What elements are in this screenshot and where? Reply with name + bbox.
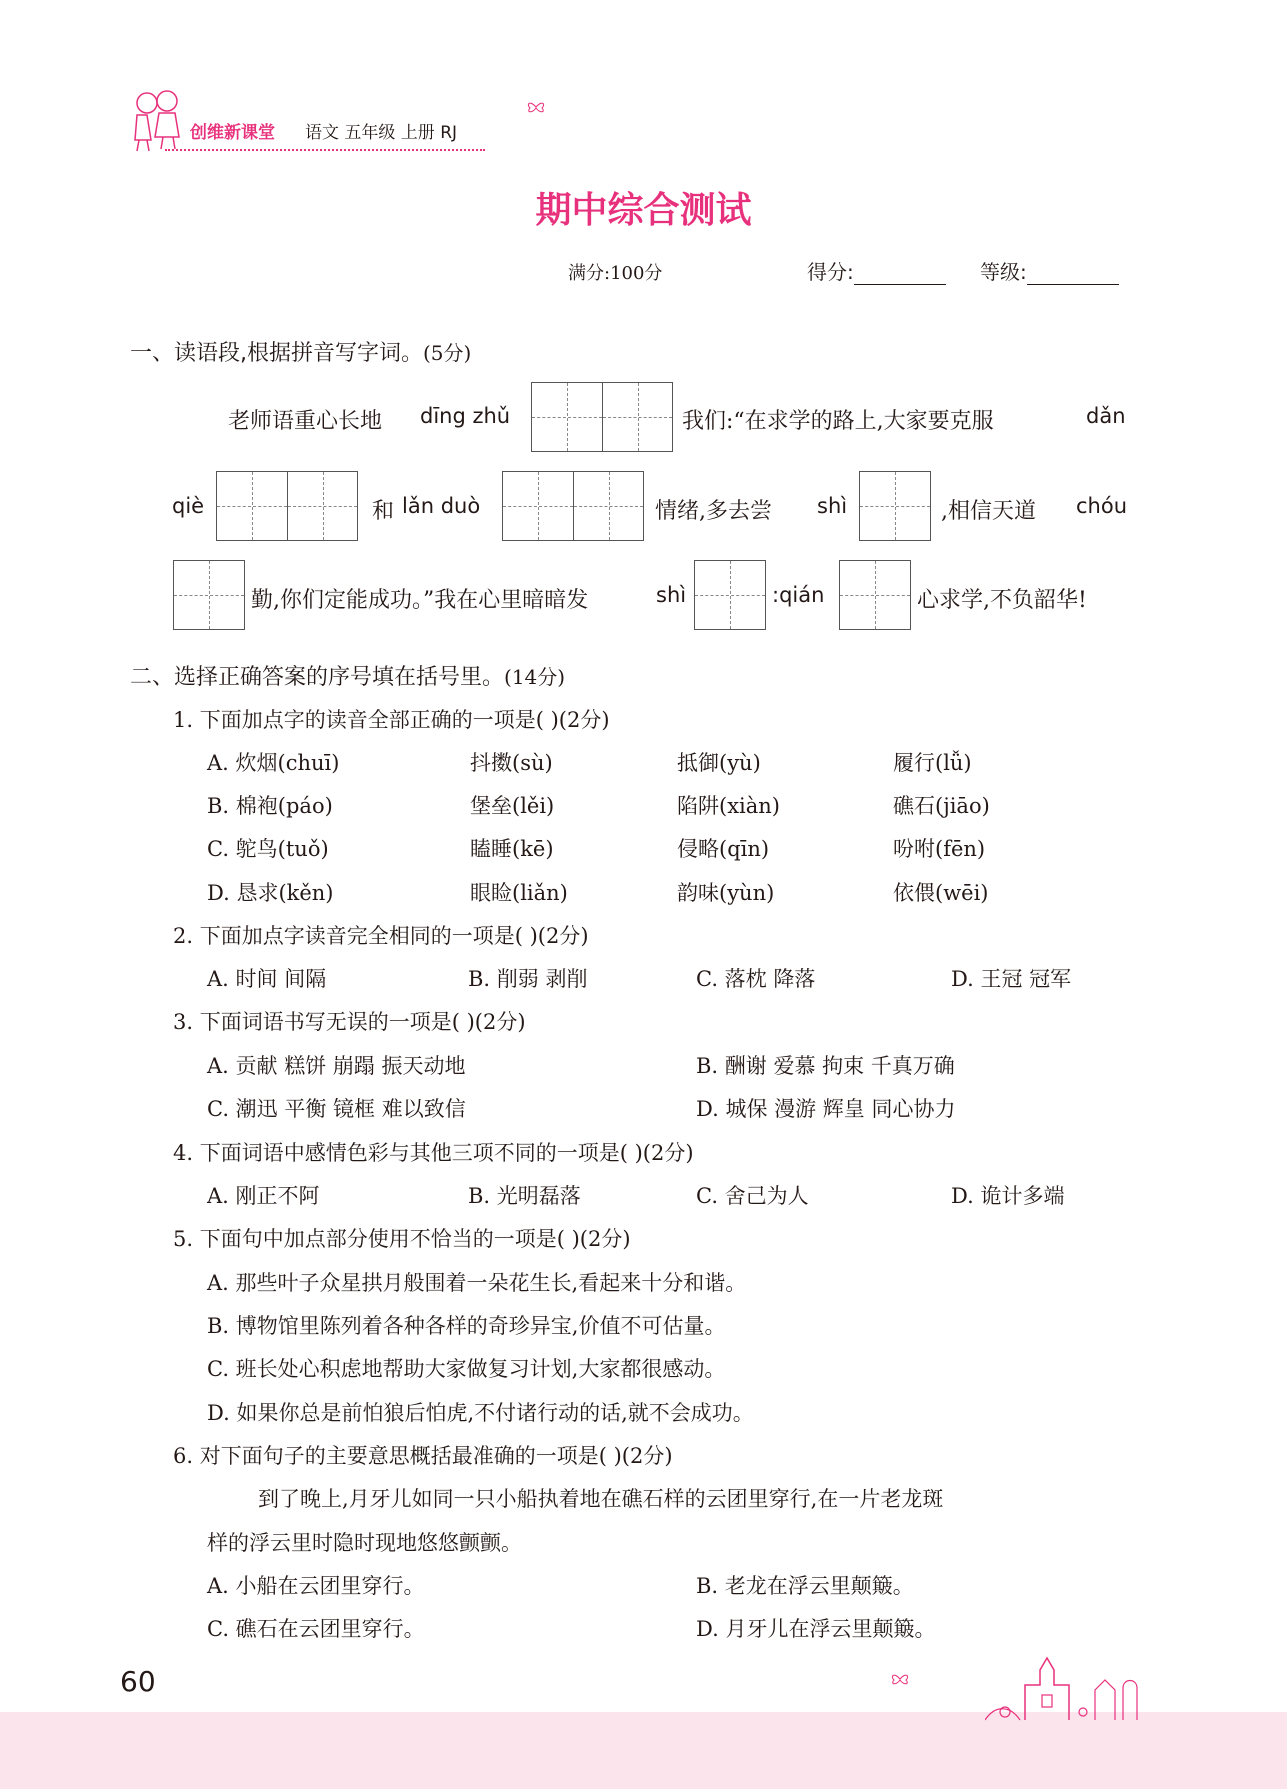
q1-option[interactable]: 堡垒(lěi) — [470, 794, 555, 818]
q2-stem: 2. 下面加点字读音完全相同的一项是( )(2分) — [173, 924, 589, 948]
s1-text: 我们:“在求学的路上,大家要克服 — [682, 409, 994, 434]
q4-stem: 4. 下面词语中感情色彩与其他三项不同的一项是( )(2分) — [173, 1141, 694, 1165]
score-label: 得分: — [807, 260, 854, 284]
q5-option[interactable]: B. 博物馆里陈列着各种各样的奇珍异宝,价值不可估量。 — [207, 1314, 726, 1338]
q1-option[interactable]: 依偎(wēi) — [893, 881, 989, 905]
q3-option[interactable]: C. 潮迅 平衡 镜框 难以致信 — [207, 1097, 466, 1121]
s1-text: ,相信天道 — [941, 499, 1036, 524]
header-divider — [165, 149, 485, 151]
s1-text: 情绪,多去尝 — [655, 499, 772, 524]
q6-stem: 6. 对下面句子的主要意思概括最准确的一项是( )(2分) — [173, 1444, 673, 1468]
section1-title: 一、读语段,根据拼音写字词。 — [130, 341, 423, 366]
butterfly-icon — [890, 1672, 910, 1686]
q5-option[interactable]: D. 如果你总是前怕狼后怕虎,不付诸行动的话,就不会成功。 — [207, 1401, 754, 1425]
pinyin-shi-2: shì — [656, 583, 687, 607]
q3-stem: 3. 下面词语书写无误的一项是( )(2分) — [173, 1010, 526, 1034]
q1-option[interactable]: C. 鸵鸟(tuǒ) — [207, 837, 329, 861]
q6-option[interactable]: B. 老龙在浮云里颠簸。 — [696, 1574, 914, 1598]
q1-option[interactable]: 履行(lǚ) — [893, 751, 972, 775]
pinyin-qie: qiè — [172, 494, 205, 518]
q6-passage-line: 样的浮云里时隐时现地悠悠颤颤。 — [207, 1531, 522, 1555]
s1-text: 老师语重心长地 — [228, 409, 383, 434]
s1-text: 心求学,不负韶华! — [917, 588, 1087, 613]
q6-option[interactable]: C. 礁石在云团里穿行。 — [207, 1617, 425, 1641]
pinyin-dan: dǎn — [1086, 404, 1126, 428]
q4-option[interactable]: A. 刚正不阿 — [207, 1184, 320, 1208]
kids-illustration — [125, 85, 185, 155]
q6-option[interactable]: A. 小船在云团里穿行。 — [207, 1574, 425, 1598]
full-score: 满分:100分 — [568, 263, 663, 284]
q4-option[interactable]: D. 诡计多端 — [951, 1184, 1065, 1208]
grade-field — [980, 256, 1119, 285]
q1-stem: 1. 下面加点字的读音全部正确的一项是( )(2分) — [173, 708, 610, 732]
q5-option[interactable]: C. 班长处心积虑地帮助大家做复习计划,大家都很感动。 — [207, 1357, 726, 1381]
answer-grid-shi-2[interactable] — [694, 560, 766, 630]
answer-grid-qian[interactable] — [839, 560, 911, 630]
q1-option[interactable]: 吩咐(fēn) — [893, 837, 986, 861]
pinyin-dingzhu: dīng zhǔ — [420, 404, 511, 428]
section2-heading — [130, 660, 565, 691]
q1-option[interactable]: A. 炊烟(chuī) — [207, 751, 340, 775]
q3-option[interactable]: B. 酬谢 爱慕 拘束 千真万确 — [696, 1054, 955, 1078]
section2-title: 二、选择正确答案的序号填在括号里。 — [130, 665, 505, 690]
section2-points: (14分) — [504, 665, 566, 689]
q5-stem: 5. 下面句中加点部分使用不恰当的一项是( )(2分) — [173, 1227, 631, 1251]
page-number: 60 — [120, 1665, 156, 1698]
answer-grid-dingzhu[interactable] — [531, 382, 673, 452]
q1-option[interactable]: 陷阱(xiàn) — [677, 794, 780, 818]
grade-blank[interactable] — [1027, 262, 1119, 285]
book-meta: 语文 五年级 上册 RJ — [305, 123, 458, 143]
answer-grid-chou[interactable] — [173, 560, 245, 630]
q1-option[interactable]: 眼睑(liǎn) — [470, 881, 568, 905]
q2-option[interactable]: B. 削弱 剥削 — [468, 967, 588, 991]
brand-label: 创维新课堂 — [190, 123, 275, 143]
q6-option[interactable]: D. 月牙儿在浮云里颠簸。 — [696, 1617, 936, 1641]
q2-option[interactable]: C. 落枕 降落 — [696, 967, 816, 991]
q6-passage-line: 到了晚上,月牙儿如同一只小船执着地在礁石样的云团里穿行,在一片老龙斑 — [258, 1487, 944, 1511]
score-field — [807, 256, 946, 285]
grade-label: 等级: — [980, 260, 1027, 284]
q3-option[interactable]: D. 城保 漫游 辉皇 同心协力 — [696, 1097, 956, 1121]
q1-option[interactable]: 抖擞(sù) — [470, 751, 553, 775]
q4-option[interactable]: B. 光明磊落 — [468, 1184, 581, 1208]
q1-option[interactable]: 韵味(yùn) — [677, 881, 775, 905]
q2-option[interactable]: D. 王冠 冠军 — [951, 967, 1072, 991]
s1-text: 和 — [372, 499, 395, 524]
answer-grid-landuo[interactable] — [502, 471, 644, 541]
answer-grid-shi[interactable] — [859, 471, 931, 541]
page-title: 期中综合测试 — [535, 190, 752, 231]
q4-option[interactable]: C. 舍己为人 — [696, 1184, 809, 1208]
s1-text: 勤,你们定能成功。”我在心里暗暗发 — [251, 588, 589, 613]
q1-option[interactable]: 瞌睡(kē) — [470, 837, 554, 861]
pinyin-shi: shì — [817, 494, 848, 518]
q1-option[interactable]: D. 恳求(kěn) — [207, 881, 334, 905]
butterfly-icon — [526, 100, 546, 114]
q1-option[interactable]: B. 棉袍(páo) — [207, 794, 333, 818]
section1-points: (5分) — [423, 341, 472, 365]
pinyin-chou: chóu — [1076, 494, 1128, 518]
score-blank[interactable] — [854, 262, 946, 285]
q1-option[interactable]: 侵略(qīn) — [677, 837, 770, 861]
q1-option[interactable]: 礁石(jiāo) — [893, 794, 990, 818]
castle-illustration — [985, 1650, 1165, 1722]
pinyin-landuo: lǎn duò — [402, 494, 481, 518]
q5-option[interactable]: A. 那些叶子众星拱月般围着一朵花生长,看起来十分和谐。 — [207, 1271, 747, 1295]
answer-grid-danqie[interactable] — [216, 471, 358, 541]
pinyin-qian: :qián — [772, 583, 825, 607]
section1-heading — [130, 336, 471, 367]
footer-band — [0, 1712, 1287, 1789]
q3-option[interactable]: A. 贡献 糕饼 崩蹋 振天动地 — [207, 1054, 466, 1078]
q2-option[interactable]: A. 时间 间隔 — [207, 967, 327, 991]
q1-option[interactable]: 抵御(yù) — [677, 751, 761, 775]
